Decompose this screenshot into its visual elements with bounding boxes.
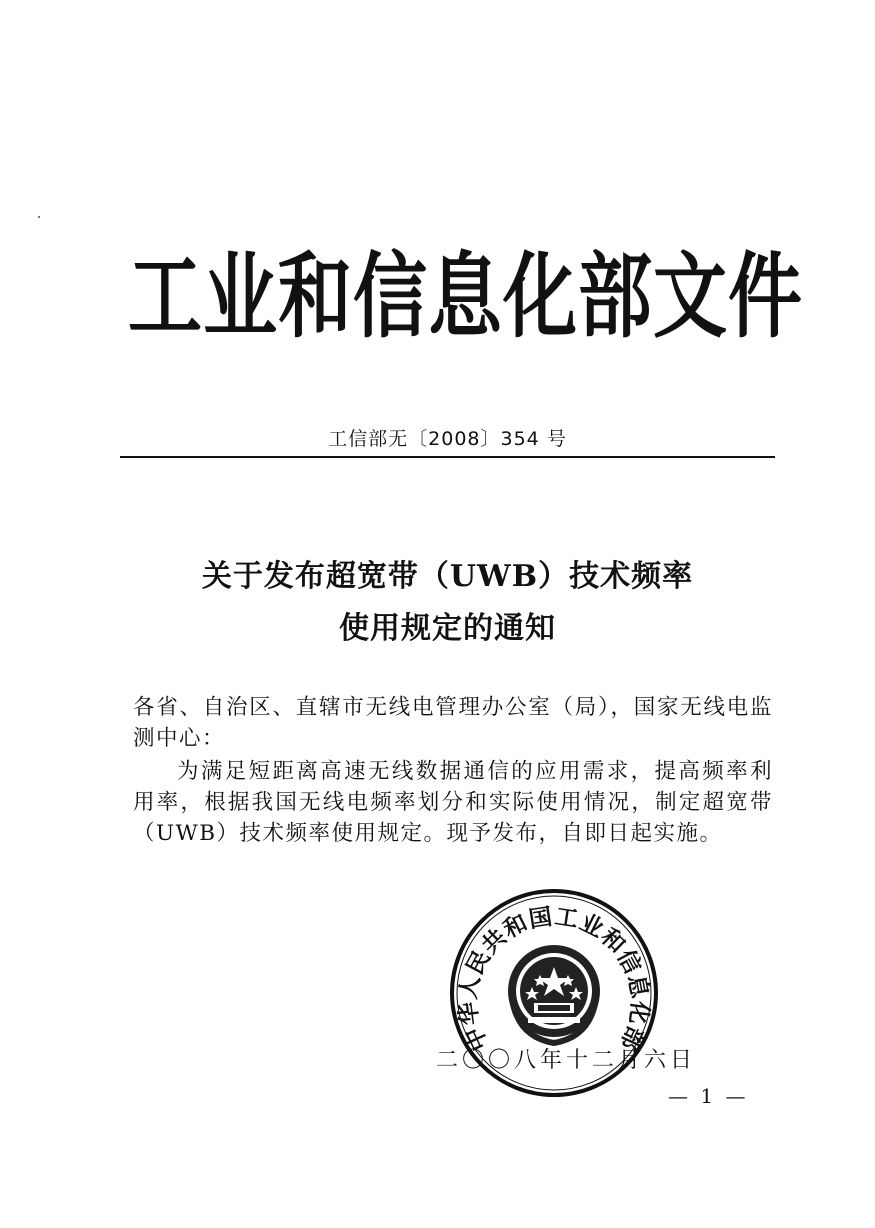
body-paragraph: 为满足短距离高速无线数据通信的应用需求，提高频率利用率，根据我国无线电频率划分和实际使用情况，制定超宽带（UWB）技术频率使用规定。现予发布，自即日起实施。 [133,759,773,846]
notice-title-line2: 使用规定的通知 [339,611,556,646]
addressee: 各省、自治区、直辖市无线电管理办公室（局），国家无线电监测中心： [133,695,773,751]
document-number: 工信部无〔2008〕354 号 [328,428,567,450]
official-seal [448,887,660,1099]
issue-date: 二〇〇八年十二月六日 [436,1048,697,1073]
national-emblem-icon [508,945,600,1043]
seal-text: 中华人民共和国工业和信息化部 [454,902,654,1055]
scan-speck [38,216,40,218]
header-rule [120,456,775,458]
page-number: — 1 — [668,1084,749,1108]
notice-title-line1: 关于发布超宽带（UWB）技术频率 [201,559,694,594]
header-title: 工业和信息化部文件 [128,243,803,351]
